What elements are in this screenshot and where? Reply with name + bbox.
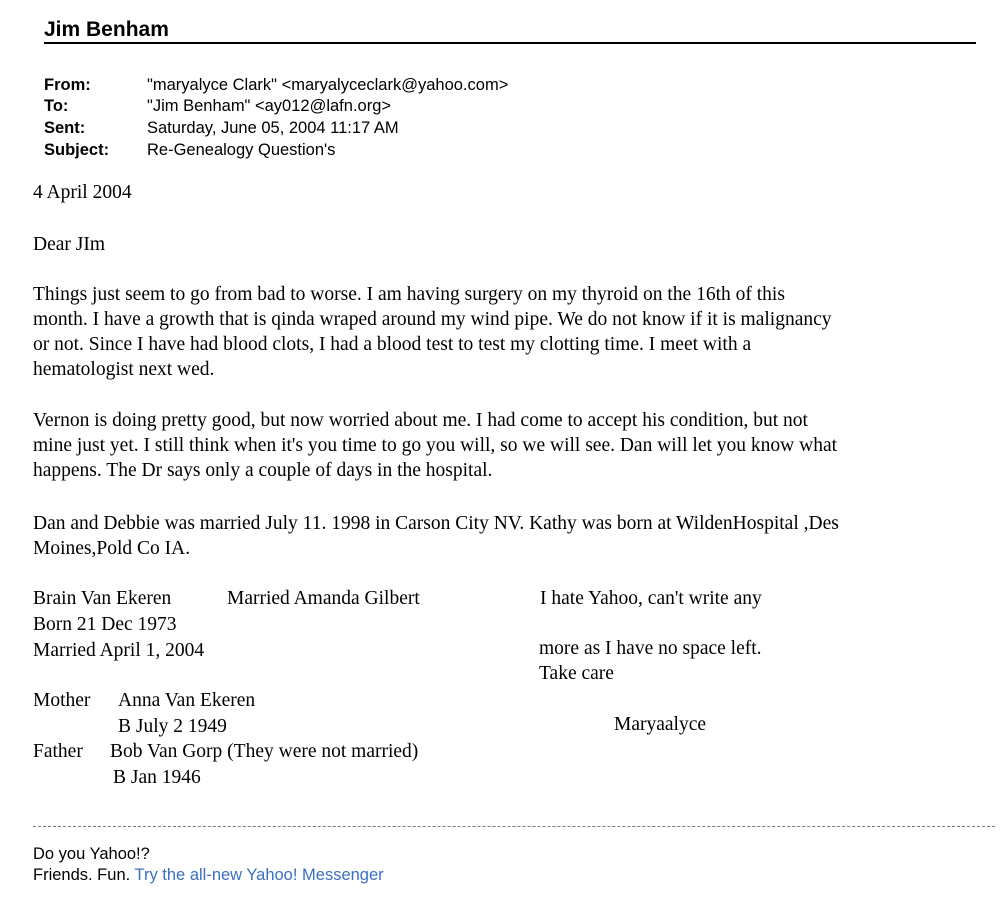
to-label: To: (44, 97, 69, 115)
footer-promo (33, 866, 384, 885)
to-value: "Jim Benham" <ay012@lafn.org> (147, 97, 392, 115)
footer-tagline: Do you Yahoo!? (33, 845, 150, 863)
footer-separator (33, 826, 995, 827)
sent-label: Sent: (44, 119, 86, 137)
sent-value: Saturday, June 05, 2004 11:17 AM (147, 119, 399, 137)
from-label: From: (44, 76, 91, 94)
person-brain-born: Born 21 Dec 1973 (33, 614, 177, 635)
side-note-line-1: I hate Yahoo, can't write any (540, 588, 762, 609)
paragraph-line: month. I have a growth that is qinda wraped around my wind pipe. We do not know if it is malignancy (33, 309, 832, 330)
letter-date: 4 April 2004 (33, 182, 132, 203)
closing: Take care (539, 663, 614, 684)
mailbox-owner-name: Jim Benham (44, 18, 169, 41)
paragraph-line: Dan and Debbie was married July 11. 1998 in Carson City NV. Kathy was born at WildenHospital ,Des (33, 513, 839, 534)
father-label: Father (33, 741, 83, 762)
paragraph-dan-debbie (33, 511, 993, 561)
paragraph-line: Things just seem to go from bad to worse. I am having surgery on my thyroid on the 16th of this (33, 284, 785, 305)
mother-birth: B July 2 1949 (118, 716, 227, 737)
father-name: Bob Van Gorp (They were not married) (110, 741, 419, 762)
paragraph-line: mine just yet. I still think when it's you time to go you will, so we will see. Dan will let you know what (33, 435, 838, 456)
subject-value: Re-Genealogy Question's (147, 141, 336, 159)
letter-salutation: Dear JIm (33, 234, 106, 255)
subject-label: Subject: (44, 141, 110, 159)
signature: Maryaalyce (614, 714, 707, 735)
paragraph-line: happens. The Dr says only a couple of days in the hospital. (33, 460, 493, 481)
paragraph-line: hematologist next wed. (33, 359, 215, 380)
paragraph-health (33, 282, 993, 382)
paragraph-line: Vernon is doing pretty good, but now worried about me. I had come to accept his condition, but not (33, 410, 808, 431)
person-brain-spouse: Married Amanda Gilbert (227, 588, 420, 609)
header-rule (44, 42, 976, 44)
yahoo-messenger-link[interactable]: Try the all-new Yahoo! Messenger (134, 866, 384, 884)
paragraph-vernon (33, 408, 993, 483)
person-brain-name: Brain Van Ekeren (33, 588, 172, 609)
mother-name: Anna Van Ekeren (118, 690, 256, 711)
footer-promo-prefix: Friends. Fun. (33, 866, 135, 884)
side-note-line-2: more as I have no space left. (539, 638, 762, 659)
from-value: "maryalyce Clark" <maryalyceclark@yahoo.com> (147, 76, 509, 94)
paragraph-line: Moines,Pold Co IA. (33, 538, 191, 559)
person-brain-married-date: Married April 1, 2004 (33, 640, 205, 661)
mother-label: Mother (33, 690, 91, 711)
father-birth: B Jan 1946 (113, 767, 201, 788)
paragraph-line: or not. Since I have had blood clots, I had a blood test to test my clotting time. I meet with a (33, 334, 752, 355)
